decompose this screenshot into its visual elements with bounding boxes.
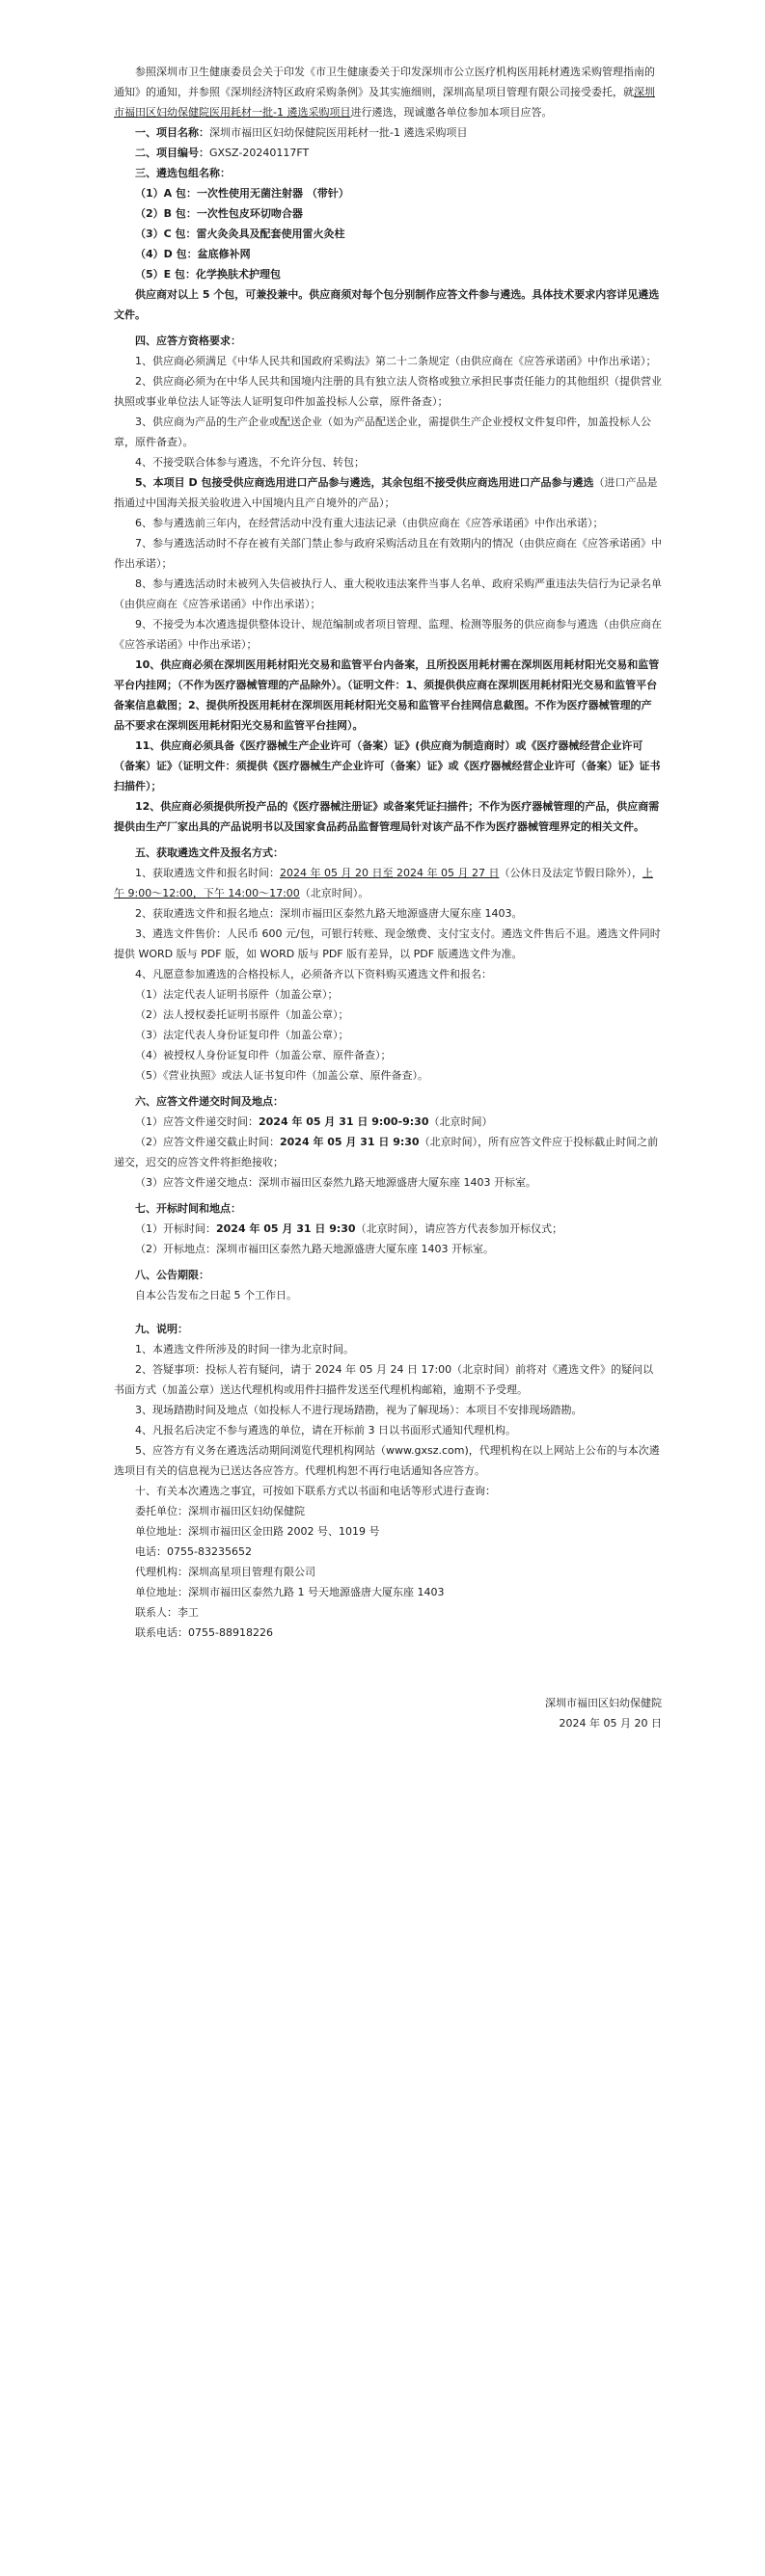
required-materials-intro: 4、凡愿意参加遴选的合格投标人，必须备齐以下资料购买遴选文件和报名： xyxy=(135,968,492,980)
required-material: （5）《营业执照》或法人证书复印件（加盖公章、原件备查）。 xyxy=(135,1069,428,1082)
note-item: 5、应答方有义务在遴选活动期间浏览代理机构网站（www.gxsz.com)，代理机构在以上网站上公布的与本次遴选项目有关的信息视为已送达各应答方。代理机构恕不再行电话通知各应答方。 xyxy=(114,1444,660,1477)
signature-block xyxy=(114,1693,662,1733)
intro-text-end: 进行遴选，现诚邀各单位参加本项目应答。 xyxy=(350,106,553,119)
required-material: （3）法定代表人身份证复印件（加盖公章）； xyxy=(135,1029,349,1041)
registration-dates: 2024 年 05 月 20 日至 2024 年 05 月 27 日 xyxy=(280,867,500,879)
required-material: （4）被授权人身份证复印件（加盖公章、原件备查）； xyxy=(135,1049,392,1061)
submission-time xyxy=(114,1112,662,1132)
signature-org: 深圳市福田区妇幼保健院 xyxy=(545,1697,662,1709)
required-material: （2）法人授权委托证明书原件（加盖公章）； xyxy=(135,1008,349,1021)
section-heading-opening: 七、开标时间和地点： xyxy=(135,1202,241,1215)
signature-date: 2024 年 05 月 20 日 xyxy=(559,1717,662,1730)
registration-holiday-note: （公休日及法定节假日除外）， xyxy=(499,867,642,879)
requirement-item xyxy=(114,655,662,736)
requirement-item: 12、供应商必须提供所投产品的《医疗器械注册证》或备案凭证扫描件；不作为医疗器械管理的产品，供应商需提供由生产厂家出具的产品说明书以及国家食品药品监督管理局针对该产品不作为医疗器械管理界定的相关文件。 xyxy=(114,800,660,833)
requirement-item xyxy=(114,472,662,513)
package-item: （4）D 包：盆底修补网 xyxy=(135,248,251,260)
document-price: 3、遴选文件售价：人民币 600 元/包，可银行转账、现金缴费、支付宝支付。遴选文件售后不退。遴选文件同时提供 WORD 版与 PDF 版，如 WORD 版与 PDF 版有差异，以 PDF 版遴选文件为准。 xyxy=(114,927,661,960)
section-heading-submission: 六、应答文件递交时间及地点： xyxy=(135,1095,284,1108)
opening-time-value: 2024 年 05 月 31 日 9:30 xyxy=(216,1222,356,1235)
requirement-item: 9、不接受为本次遴选提供整体设计、规范编制或者项目管理、监理、检测等服务的供应商参与遴选（由供应商在《应答承诺函》中作出承诺）； xyxy=(114,618,662,651)
required-material: （1）法定代表人证明书原件（加盖公章）； xyxy=(135,988,339,1001)
intro-text: 参照深圳市卫生健康委员会关于印发《市卫生健康委关于印发深圳市公立医疗机构医用耗材遴选采购管理指南的通知》的通知，并参照《深圳经济特区政府采购条例》及其实施细则，深圳高星项目管理有限公司接受委托，就 xyxy=(114,66,655,98)
opening-time-note: （北京时间），请应答方代表参加开标仪式； xyxy=(355,1222,563,1235)
contact-line: 委托单位：深圳市福田区妇幼保健院 xyxy=(135,1505,305,1517)
contact-line: 单位地址：深圳市福田区金田路 2002 号、1019 号 xyxy=(135,1525,380,1538)
section-value: 深圳市福田区妇幼保健院医用耗材一批-1 遴选采购项目 xyxy=(209,126,468,139)
registration-time xyxy=(114,863,662,903)
submission-deadline-value: 2024 年 05 月 31 日 9:30 xyxy=(280,1136,420,1148)
requirement-item: 7、参与遴选活动时不存在被有关部门禁止参与政府采购活动且在有效期内的情况（由供应商在《应答承诺函》中作出承诺）； xyxy=(114,537,662,570)
requirement-bold: 5、本项目 D 包接受供应商选用进口产品参与遴选，其余包组不接受供应商选用进口产品参与遴选 xyxy=(135,476,594,489)
contact-line: 联系电话：0755-88918226 xyxy=(135,1626,273,1639)
package-note: 供应商对以上 5 个包，可兼投兼中。供应商须对每个包分别制作应答文件参与遴选。具体技术要求内容详见遴选文件。 xyxy=(114,288,660,321)
submission-timezone: （北京时间） xyxy=(428,1115,493,1128)
contact-line: 代理机构：深圳高星项目管理有限公司 xyxy=(135,1566,315,1578)
submission-location: （3）应答文件递交地点：深圳市福田区泰然九路天地源盛唐大厦东座 1403 开标室。 xyxy=(135,1176,536,1189)
package-item: （1）A 包：一次性使用无菌注射器 （带针） xyxy=(135,187,349,200)
registration-timezone: （北京时间）。 xyxy=(299,887,369,899)
section-value: GXSZ-20240117FT xyxy=(209,147,310,159)
submission-time-label: （1）应答文件递交时间： xyxy=(135,1115,259,1128)
requirement-item: 3、供应商为产品的生产企业或配送企业（如为产品配送企业，需提供生产企业授权文件复印件，加盖投标人公章，原件备查）。 xyxy=(114,416,651,448)
intro-project-name: 深圳市福田区妇幼保健院医用耗材一批-1 遴选采购项目 xyxy=(114,86,655,119)
requirement-item: 6、参与遴选前三年内，在经营活动中没有重大违法记录（由供应商在《应答承诺函》中作出承诺）； xyxy=(135,517,604,529)
requirement-item: 4、不接受联合体参与遴选，不允许分包、转包； xyxy=(135,456,365,469)
spacer xyxy=(114,1305,662,1319)
section-heading-qualifications: 四、应答方资格要求： xyxy=(135,335,241,347)
opening-time-label: （1）开标时间： xyxy=(135,1222,216,1235)
requirement-evidence: （证明文件：1、须提供供应商在深圳医用耗材阳光交易和监管平台备案信息截图；2、提供所投医用耗材在深圳医用耗材阳光交易和监管平台挂网信息截图。不作为医疗器械管理的产品不要求在深圳医用耗材阳光交易和监管平台挂网）。 xyxy=(114,679,658,732)
registration-time-label: 1、获取遴选文件和报名时间： xyxy=(135,867,280,879)
note-item: 2、答疑事项：投标人若有疑问，请于 2024 年 05 月 24 日 17:00（北京时间）前将对《遴选文件》的疑问以书面方式（加盖公章）送达代理机构或用件扫描件发送至代理机构邮箱，逾期不予受理。 xyxy=(114,1363,654,1396)
registration-hours: 上午 9:00～12:00，下午 14:00～17:00 xyxy=(114,867,653,899)
contact-line: 单位地址：深圳市福田区泰然九路 1 号天地源盛唐大厦东座 1403 xyxy=(135,1586,445,1598)
section-project-name xyxy=(114,122,662,143)
opening-time xyxy=(114,1219,662,1239)
section-heading: 二、项目编号： xyxy=(135,147,209,159)
section-heading-notes: 九、说明： xyxy=(135,1323,188,1335)
requirement-item: 8、参与遴选活动时未被列入失信被执行人、重大税收违法案件当事人名单、政府采购严重违法失信行为记录名单（由供应商在《应答承诺函》中作出承诺）； xyxy=(114,577,662,610)
contact-intro: 十、有关本次遴选之事宜，可按如下联系方式以书面和电话等形式进行查询： xyxy=(135,1485,496,1497)
section-heading: 一、项目名称： xyxy=(135,126,209,139)
requirement-note: （进口产品是指通过中国海关报关验收进入中国境内且产自境外的产品）； xyxy=(114,476,658,509)
intro-paragraph xyxy=(114,62,662,122)
note-item: 1、本遴选文件所涉及的时间一律为北京时间。 xyxy=(135,1343,354,1355)
package-item: （2）B 包：一次性包皮环切吻合器 xyxy=(135,207,303,220)
section-heading-packages: 三、遴选包组名称： xyxy=(135,167,231,179)
requirement-item: 1、供应商必须满足《中华人民共和国政府采购法》第二十二条规定（由供应商在《应答承诺函》中作出承诺）； xyxy=(135,355,657,367)
contact-line: 电话：0755-83235652 xyxy=(135,1545,252,1558)
submission-deadline-note: （北京时间），所有应答文件应于投标截止时间之前递交，迟交的应答文件将拒绝接收； xyxy=(114,1136,659,1168)
submission-time-value: 2024 年 05 月 31 日 9:00-9:30 xyxy=(259,1115,429,1128)
section-project-number xyxy=(114,143,662,163)
requirement-item: 2、供应商必须为在中华人民共和国境内注册的具有独立法人资格或独立承担民事责任能力的其他组织（提供营业执照或事业单位法人证等法人证明复印件加盖投标人公章，原件备查）； xyxy=(114,375,662,408)
opening-location: （2）开标地点：深圳市福田区泰然九路天地源盛唐大厦东座 1403 开标室。 xyxy=(135,1243,494,1255)
announcement-document xyxy=(114,62,662,1733)
requirement-bold: 10、供应商必须在深圳医用耗材阳光交易和监管平台内备案，且所投医用耗材需在深圳医用耗材阳光交易和监管平台内挂网；（不作为医疗器械管理的产品除外）。 xyxy=(114,658,660,691)
note-item: 3、现场踏勘时间及地点（如投标人不进行现场踏勘，视为了解现场）：本项目不安排现场踏勘。 xyxy=(135,1404,583,1416)
announcement-period: 自本公告发布之日起 5 个工作日。 xyxy=(135,1289,297,1301)
submission-deadline xyxy=(114,1132,662,1172)
section-heading-registration: 五、获取遴选文件及报名方式： xyxy=(135,846,284,859)
note-item: 4、凡报名后决定不参与遴选的单位，请在开标前 3 日以书面形式通知代理机构。 xyxy=(135,1424,516,1436)
submission-deadline-label: （2）应答文件递交截止时间： xyxy=(135,1136,280,1148)
requirement-item: 11、供应商必须具备《医疗器械生产企业许可（备案）证》(供应商为制造商时）或《医疗器械经营企业许可（备案）证》（证明文件：须提供《医疗器械生产企业许可（备案）证》或《医疗器械经营企业许可（备案）证》证书扫描件）； xyxy=(114,739,661,792)
package-item: （3）C 包：雷火灸灸具及配套使用雷火灸柱 xyxy=(135,228,345,240)
section-heading-period: 八、公告期限： xyxy=(135,1269,209,1281)
package-item: （5）E 包：化学换肤术护理包 xyxy=(135,268,281,281)
contact-line: 联系人：李工 xyxy=(135,1606,199,1619)
registration-location: 2、获取遴选文件和报名地点：深圳市福田区泰然九路天地源盛唐大厦东座 1403。 xyxy=(135,907,523,920)
